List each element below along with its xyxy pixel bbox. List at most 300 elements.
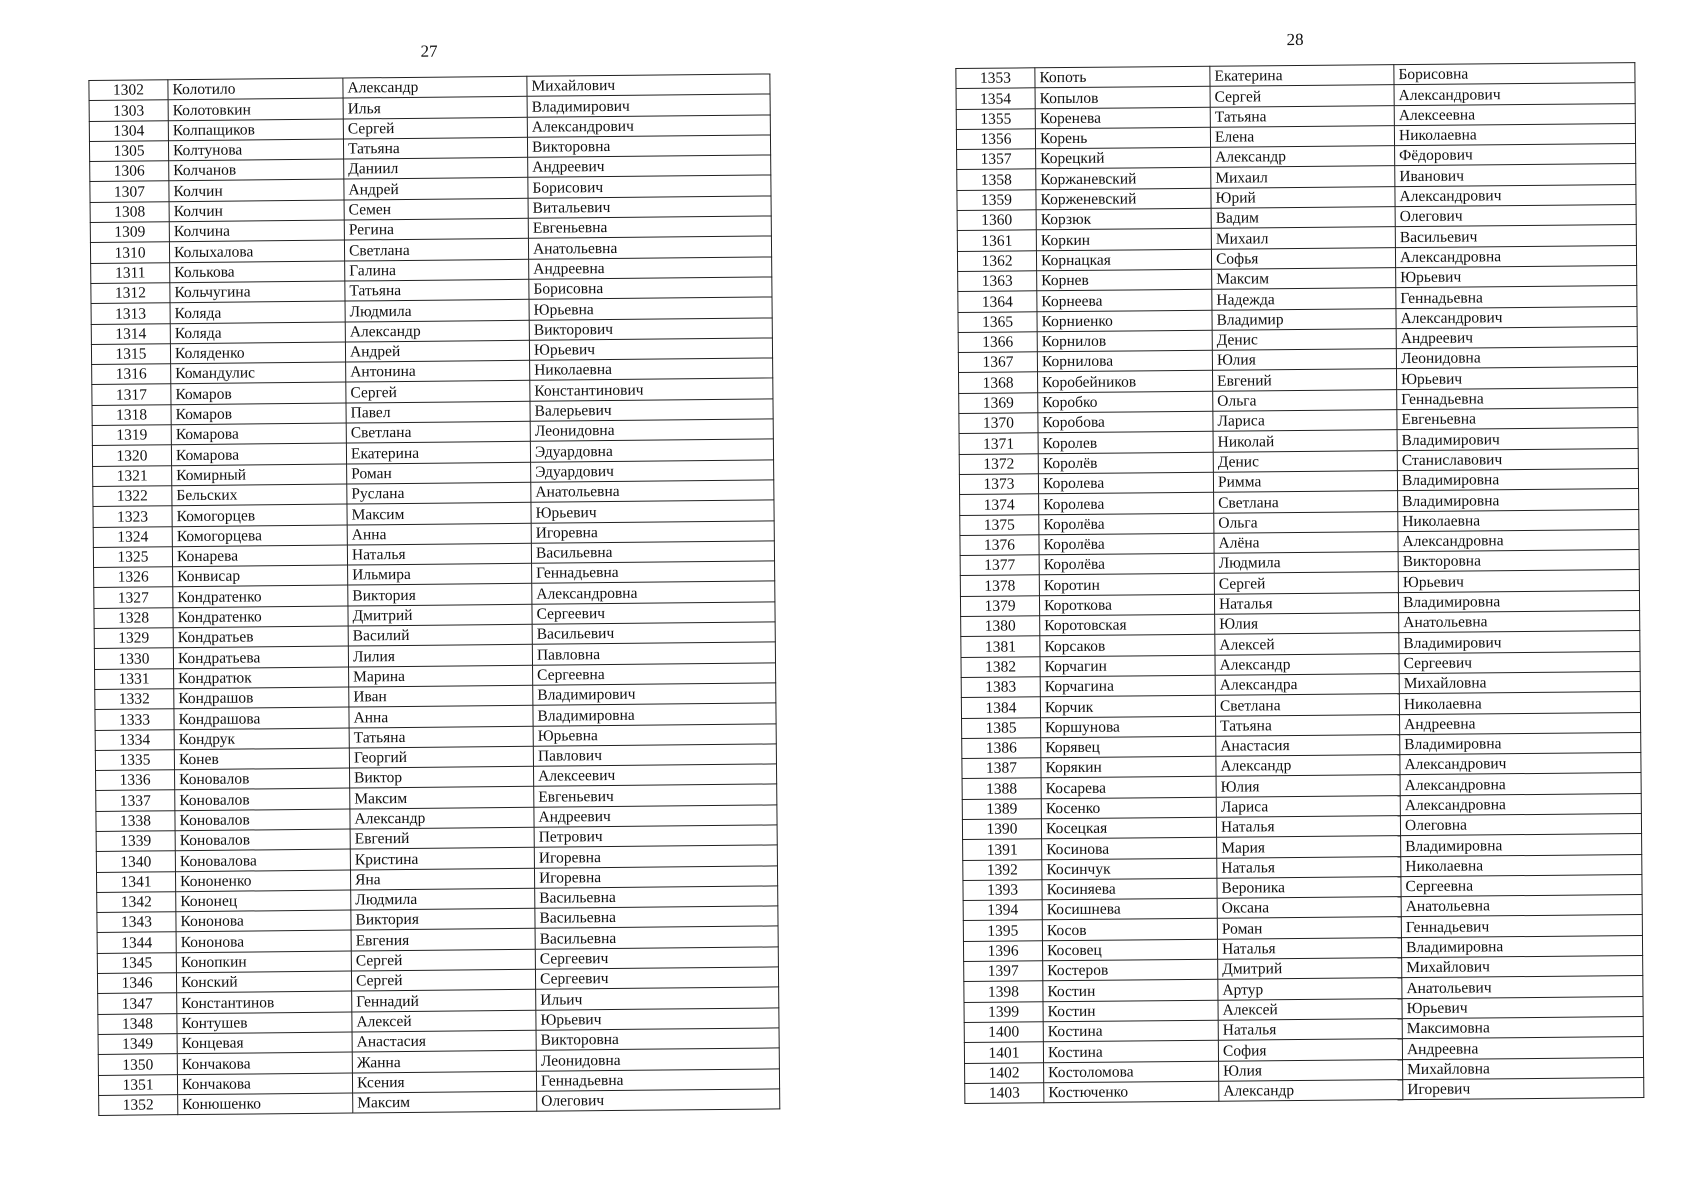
- first-name: Николай: [1213, 430, 1397, 452]
- row-number: 1385: [962, 717, 1041, 738]
- patronymic: Евгеньевна: [1397, 408, 1638, 430]
- patronymic: Сергеевич: [535, 947, 778, 970]
- last-name: Косовец: [1042, 939, 1217, 961]
- first-name: Сергей: [351, 969, 535, 991]
- last-name: Комарова: [171, 443, 346, 465]
- last-name: Комогорцева: [172, 525, 347, 547]
- first-name: Татьяна: [343, 137, 527, 159]
- row-number: 1338: [96, 810, 175, 831]
- first-name: Юлия: [1219, 1059, 1403, 1081]
- first-name: Виктория: [348, 584, 532, 606]
- row-number: 1378: [960, 575, 1039, 596]
- last-name: Корнацкая: [1036, 249, 1211, 271]
- last-name: Корнилова: [1037, 350, 1212, 372]
- first-name: Лариса: [1216, 795, 1400, 817]
- patronymic: Александрович: [1396, 306, 1637, 328]
- last-name: Коновалов: [175, 788, 350, 810]
- last-name: Комирный: [172, 464, 347, 486]
- row-number: 1347: [98, 993, 177, 1014]
- patronymic: Юрьевич: [1402, 996, 1643, 1018]
- patronymic: Игоревна: [531, 520, 774, 543]
- row-number: 1334: [95, 729, 174, 750]
- first-name: Василий: [348, 624, 532, 646]
- first-name: Жанна: [352, 1050, 536, 1072]
- first-name: Евгений: [350, 827, 534, 849]
- last-name: Короткова: [1039, 594, 1214, 616]
- last-name: Коляденко: [170, 342, 345, 364]
- first-name: Наталья: [1216, 816, 1400, 838]
- row-number: 1313: [91, 303, 170, 324]
- last-name: Колпащиков: [168, 119, 343, 141]
- first-name: Виктор: [350, 766, 534, 788]
- patronymic: Борисовна: [1394, 63, 1635, 85]
- patronymic: Олегович: [537, 1089, 780, 1112]
- last-name: Корчик: [1040, 695, 1215, 717]
- row-number: 1336: [96, 770, 175, 791]
- first-name: Михаил: [1211, 166, 1395, 188]
- patronymic: Борисович: [528, 175, 771, 198]
- last-name: Костина: [1043, 1040, 1218, 1062]
- first-name: Светлана: [1215, 694, 1399, 716]
- first-name: Галина: [345, 259, 529, 281]
- last-name: Королев: [1038, 432, 1213, 454]
- row-number: 1306: [90, 161, 169, 182]
- patronymic: Олеговна: [1400, 814, 1641, 836]
- first-name: Денис: [1213, 450, 1397, 472]
- first-name: Денис: [1212, 329, 1396, 351]
- patronymic: Алексеевна: [1394, 103, 1635, 125]
- patronymic: Андреевич: [528, 155, 771, 178]
- row-number: 1324: [93, 526, 172, 547]
- first-name: Лариса: [1213, 410, 1397, 432]
- last-name: Костин: [1043, 1000, 1218, 1022]
- last-name: Конарева: [172, 545, 347, 567]
- last-name: Косинова: [1042, 838, 1217, 860]
- first-name: Алексей: [1218, 998, 1402, 1020]
- patronymic: Юрьевич: [529, 338, 772, 361]
- patronymic: Геннадьевна: [1396, 286, 1637, 308]
- patronymic: Юрьевна: [533, 723, 776, 746]
- patronymic: Николаевна: [1398, 509, 1639, 531]
- first-name: Даниил: [344, 157, 528, 179]
- last-name: Концевая: [177, 1032, 352, 1054]
- first-name: Татьяна: [1210, 105, 1394, 127]
- last-name: Корнев: [1037, 269, 1212, 291]
- last-name: Коркин: [1036, 229, 1211, 251]
- row-number: 1401: [964, 1042, 1043, 1063]
- first-name: Илья: [343, 97, 527, 119]
- last-name: Контушев: [177, 1012, 352, 1034]
- patronymic: Сергеевна: [533, 663, 776, 686]
- first-name: Александр: [1211, 146, 1395, 168]
- row-number: 1344: [97, 932, 176, 953]
- first-name: София: [1218, 1039, 1402, 1061]
- patronymic: Владимировна: [533, 703, 776, 726]
- first-name: Семен: [344, 198, 528, 220]
- last-name: Королева: [1039, 492, 1214, 514]
- row-number: 1333: [95, 709, 174, 730]
- first-name: Сергей: [351, 949, 535, 971]
- patronymic: Викторовна: [1398, 550, 1639, 572]
- row-number: 1358: [957, 169, 1036, 190]
- last-name: Коновалова: [175, 849, 350, 871]
- first-name: Елена: [1210, 126, 1394, 148]
- names-table-body: [89, 74, 780, 1116]
- row-number: 1349: [98, 1034, 177, 1055]
- first-name: Александр: [1215, 653, 1399, 675]
- first-name: Ольга: [1213, 389, 1397, 411]
- first-name: Александр: [343, 76, 527, 98]
- row-number: 1352: [99, 1095, 178, 1116]
- first-name: Людмила: [1214, 552, 1398, 574]
- row-number: 1335: [95, 750, 174, 771]
- first-name: Роман: [347, 462, 531, 484]
- first-name: Сергей: [1214, 572, 1398, 594]
- patronymic: Геннадьевич: [1401, 915, 1642, 937]
- row-number: 1343: [97, 912, 176, 933]
- last-name: Кондратенко: [173, 585, 348, 607]
- last-name: Кондрашов: [174, 687, 349, 709]
- first-name: Алексей: [1215, 633, 1399, 655]
- first-name: Ильмира: [348, 563, 532, 585]
- row-number: 1322: [93, 486, 172, 507]
- row-number: 1325: [93, 547, 172, 568]
- last-name: Королёва: [1039, 553, 1214, 575]
- row-number: 1329: [94, 628, 173, 649]
- row-number: 1355: [956, 108, 1035, 129]
- first-name: Регина: [344, 218, 528, 240]
- patronymic: Васильевна: [535, 906, 778, 929]
- last-name: Коляда: [170, 301, 345, 323]
- row-number: 1317: [92, 384, 171, 405]
- patronymic: Андреевна: [1402, 1037, 1643, 1059]
- patronymic: Викторовна: [527, 135, 770, 158]
- row-number: 1309: [90, 222, 169, 243]
- row-number: 1375: [960, 514, 1039, 535]
- first-name: Александр: [345, 320, 529, 342]
- first-name: Наталья: [1218, 1019, 1402, 1041]
- page-27: [88, 33, 780, 1116]
- patronymic: Александрович: [527, 115, 770, 138]
- last-name: Коробейников: [1038, 371, 1213, 393]
- last-name: Коновалов: [175, 829, 350, 851]
- row-number: 1357: [957, 149, 1036, 170]
- row-number: 1339: [96, 831, 175, 852]
- last-name: Коновалов: [175, 768, 350, 790]
- row-number: 1379: [960, 596, 1039, 617]
- first-name: Павел: [346, 401, 530, 423]
- first-name: Максим: [350, 787, 534, 809]
- names-table-body: [956, 63, 1644, 1104]
- patronymic: Николаевна: [1401, 854, 1642, 876]
- last-name: Коновалов: [175, 809, 350, 831]
- last-name: Коренева: [1035, 107, 1210, 129]
- patronymic: Павлович: [533, 744, 776, 767]
- patronymic: Николаевна: [530, 358, 773, 381]
- patronymic: Валерьевич: [530, 399, 773, 422]
- patronymic: Александрович: [1395, 184, 1636, 206]
- last-name: Костеров: [1043, 959, 1218, 981]
- first-name: Антонина: [346, 360, 530, 382]
- last-name: Кононец: [176, 890, 351, 912]
- last-name: Кольчугина: [170, 281, 345, 303]
- first-name: Иван: [349, 685, 533, 707]
- row-number: 1366: [958, 332, 1037, 353]
- row-number: 1362: [957, 250, 1036, 271]
- last-name: Костюченко: [1044, 1081, 1219, 1103]
- first-name: Максим: [347, 503, 531, 525]
- patronymic: Владимировна: [1398, 590, 1639, 612]
- row-number: 1328: [94, 607, 173, 628]
- first-name: Юлия: [1215, 613, 1399, 635]
- row-number: 1377: [960, 555, 1039, 576]
- patronymic: Николаевна: [1399, 692, 1640, 714]
- last-name: Колыхалова: [169, 240, 344, 262]
- row-number: 1302: [89, 80, 168, 101]
- patronymic: Сергеевич: [532, 602, 775, 625]
- first-name: Светлана: [344, 239, 528, 261]
- last-name: Кондрашова: [174, 707, 349, 729]
- last-name: Кононова: [176, 930, 351, 952]
- patronymic: Васильевич: [532, 622, 775, 645]
- first-name: Ольга: [1214, 511, 1398, 533]
- last-name: Корень: [1035, 127, 1210, 149]
- patronymic: Сергеевич: [1399, 651, 1640, 673]
- row-number: 1368: [959, 372, 1038, 393]
- row-number: 1367: [958, 352, 1037, 373]
- patronymic: Андреевич: [1396, 326, 1637, 348]
- first-name: Мария: [1217, 836, 1401, 858]
- last-name: Костоломова: [1044, 1061, 1219, 1083]
- patronymic: Александрович: [1394, 83, 1635, 105]
- patronymic: Васильевна: [535, 886, 778, 909]
- patronymic: Владимирович: [1397, 428, 1638, 450]
- first-name: Татьяна: [345, 279, 529, 301]
- last-name: Косарева: [1041, 777, 1216, 799]
- page-number: 28: [1286, 29, 1304, 50]
- row-number: 1314: [91, 323, 170, 344]
- first-name: Георгий: [349, 746, 533, 768]
- patronymic: Павловна: [532, 642, 775, 665]
- last-name: Корнилов: [1037, 330, 1212, 352]
- patronymic: Евгеньевич: [534, 784, 777, 807]
- patronymic: Владимирович: [527, 94, 770, 117]
- first-name: Лилия: [348, 645, 532, 667]
- row-number: 1384: [961, 697, 1040, 718]
- first-name: Наталья: [1217, 856, 1401, 878]
- last-name: Кондратьева: [173, 646, 348, 668]
- patronymic: Иванович: [1395, 164, 1636, 186]
- row-number: 1380: [961, 616, 1040, 637]
- last-name: Кононова: [176, 910, 351, 932]
- patronymic: Владимировна: [1401, 935, 1642, 957]
- row-number: 1316: [92, 364, 171, 385]
- last-name: Корнеева: [1037, 290, 1212, 312]
- first-name: Михаил: [1211, 227, 1395, 249]
- last-name: Колчина: [169, 220, 344, 242]
- row-number: 1321: [93, 465, 172, 486]
- last-name: Колчин: [169, 200, 344, 222]
- last-name: Командулис: [171, 362, 346, 384]
- row-number: 1305: [89, 141, 168, 162]
- last-name: Кононенко: [175, 870, 350, 892]
- last-name: Константинов: [177, 991, 352, 1013]
- row-number: 1345: [97, 952, 176, 973]
- patronymic: Анатольевич: [1402, 976, 1643, 998]
- first-name: Сергей: [1210, 85, 1394, 107]
- last-name: Колчин: [169, 180, 344, 202]
- patronymic: Леонидовна: [1396, 347, 1637, 369]
- patronymic: Викторовна: [536, 1028, 779, 1051]
- patronymic: Анатольевна: [528, 236, 771, 259]
- page-number: 27: [420, 41, 438, 61]
- last-name: Копоть: [1035, 66, 1210, 88]
- patronymic: Леонидовна: [530, 419, 773, 442]
- first-name: Наталья: [1217, 937, 1401, 959]
- last-name: Кончакова: [177, 1052, 352, 1074]
- row-number: 1311: [91, 262, 170, 283]
- names-table: [955, 62, 1644, 1104]
- first-name: Алексей: [352, 1010, 536, 1032]
- row-number: 1402: [965, 1062, 1044, 1083]
- last-name: Коржаневский: [1036, 168, 1211, 190]
- row-number: 1361: [957, 230, 1036, 251]
- last-name: Косинчук: [1042, 858, 1217, 880]
- first-name: Анастасия: [1216, 734, 1400, 756]
- last-name: Конюшенко: [178, 1093, 353, 1115]
- row-number: 1392: [963, 859, 1042, 880]
- row-number: 1360: [957, 210, 1036, 231]
- patronymic: Фёдорович: [1395, 144, 1636, 166]
- row-number: 1320: [92, 445, 171, 466]
- row-number: 1341: [96, 871, 175, 892]
- row-number: 1356: [956, 129, 1035, 150]
- row-number: 1319: [92, 425, 171, 446]
- patronymic: Константинович: [530, 378, 773, 401]
- patronymic: Игоревна: [534, 865, 777, 888]
- last-name: Костина: [1043, 1020, 1218, 1042]
- last-name: Конский: [176, 971, 351, 993]
- row-number: 1387: [962, 758, 1041, 779]
- row-number: 1308: [90, 202, 169, 223]
- row-number: 1372: [959, 453, 1038, 474]
- last-name: Косенко: [1041, 797, 1216, 819]
- patronymic: Геннадьевна: [536, 1068, 779, 1091]
- patronymic: Андреевич: [534, 805, 777, 828]
- first-name: Александр: [1216, 755, 1400, 777]
- row-number: 1315: [91, 344, 170, 365]
- row-number: 1353: [956, 68, 1035, 89]
- row-number: 1390: [962, 819, 1041, 840]
- last-name: Комаров: [171, 382, 346, 404]
- patronymic: Владимировна: [1398, 489, 1639, 511]
- last-name: Копылов: [1035, 87, 1210, 109]
- last-name: Конев: [174, 748, 349, 770]
- patronymic: Васильевна: [531, 541, 774, 564]
- patronymic: Владимировна: [1397, 468, 1638, 490]
- first-name: Виктория: [351, 908, 535, 930]
- patronymic: Александровна: [1400, 773, 1641, 795]
- patronymic: Сергеевич: [535, 967, 778, 990]
- patronymic: Андреевна: [529, 257, 772, 280]
- row-number: 1386: [962, 738, 1041, 759]
- row-number: 1346: [97, 973, 176, 994]
- first-name: Александр: [350, 807, 534, 829]
- row-number: 1303: [89, 100, 168, 121]
- last-name: Корецкий: [1036, 147, 1211, 169]
- patronymic: Михайлович: [1402, 956, 1643, 978]
- last-name: Корниенко: [1037, 310, 1212, 332]
- first-name: Дмитрий: [348, 604, 532, 626]
- last-name: Конвисар: [173, 565, 348, 587]
- patronymic: Леонидовна: [536, 1048, 779, 1071]
- first-name: Людмила: [345, 300, 529, 322]
- patronymic: Александровна: [1395, 245, 1636, 267]
- last-name: Корявец: [1041, 736, 1216, 758]
- last-name: Косов: [1042, 919, 1217, 941]
- first-name: Вероника: [1217, 877, 1401, 899]
- patronymic: Юрьевна: [529, 297, 772, 320]
- first-name: Марина: [349, 665, 533, 687]
- row-number: 1371: [959, 433, 1038, 454]
- last-name: Корзюк: [1036, 208, 1211, 230]
- last-name: Королёва: [1039, 533, 1214, 555]
- patronymic: Владимировна: [1401, 834, 1642, 856]
- row-number: 1400: [964, 1022, 1043, 1043]
- first-name: Руслана: [347, 482, 531, 504]
- row-number: 1397: [964, 961, 1043, 982]
- first-name: Екатерина: [346, 442, 530, 464]
- first-name: Анастасия: [352, 1030, 536, 1052]
- last-name: Комогорцев: [172, 504, 347, 526]
- first-name: Максим: [353, 1091, 537, 1113]
- first-name: Алёна: [1214, 531, 1398, 553]
- last-name: Комарова: [171, 423, 346, 445]
- row-number: 1340: [96, 851, 175, 872]
- last-name: Королева: [1038, 472, 1213, 494]
- patronymic: Анатольевна: [1401, 895, 1642, 917]
- patronymic: Михайловна: [1399, 671, 1640, 693]
- last-name: Кончакова: [177, 1073, 352, 1095]
- first-name: Евгений: [1213, 369, 1397, 391]
- first-name: Светлана: [1214, 491, 1398, 513]
- row-number: 1318: [92, 404, 171, 425]
- patronymic: Игоревич: [1403, 1077, 1644, 1099]
- row-number: 1304: [89, 120, 168, 141]
- last-name: Комаров: [171, 403, 346, 425]
- last-name: Кондратенко: [173, 606, 348, 628]
- row-number: 1364: [958, 291, 1037, 312]
- last-name: Косиняева: [1042, 878, 1217, 900]
- row-number: 1330: [94, 648, 173, 669]
- patronymic: Анатольевна: [531, 480, 774, 503]
- last-name: Кондратьев: [173, 626, 348, 648]
- last-name: Косецкая: [1041, 817, 1216, 839]
- patronymic: Витальевич: [528, 196, 771, 219]
- last-name: Корчагин: [1040, 655, 1215, 677]
- patronymic: Николаевна: [1394, 123, 1635, 145]
- last-name: Конопкин: [176, 951, 351, 973]
- first-name: Юрий: [1211, 186, 1395, 208]
- first-name: Геннадий: [352, 990, 536, 1012]
- patronymic: Викторович: [529, 318, 772, 341]
- patronymic: Юрьевич: [1396, 266, 1637, 288]
- first-name: Андрей: [344, 178, 528, 200]
- row-number: 1359: [957, 190, 1036, 211]
- patronymic: Эдуардович: [531, 460, 774, 483]
- patronymic: Геннадьевна: [532, 561, 775, 584]
- last-name: Королёв: [1038, 452, 1213, 474]
